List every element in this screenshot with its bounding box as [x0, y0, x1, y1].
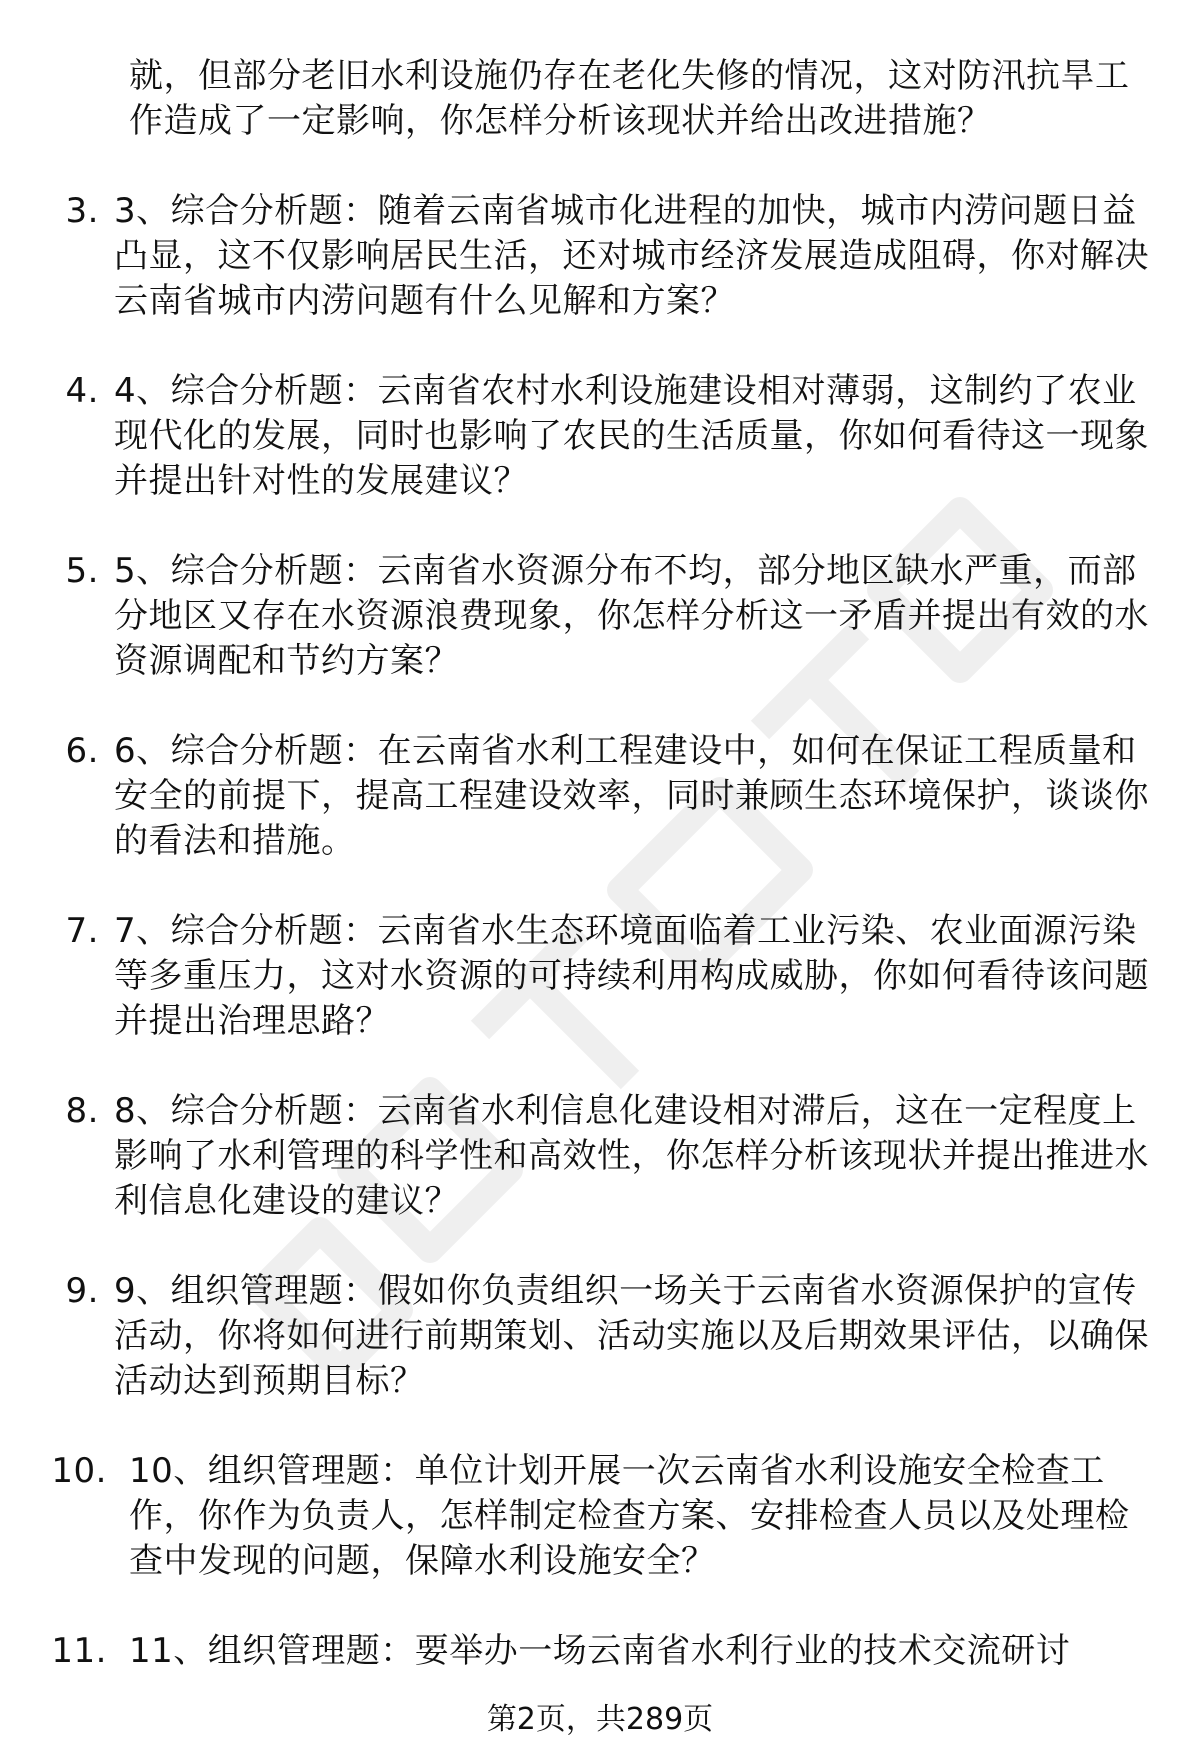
question-text: 9、组织管理题：假如你负责组织一场关于云南省水资源保护的宣传活动，你将如何进行前期策划、活动实施以及后期效果评估，以确保活动达到预期目标？ [114, 1271, 1149, 1401]
question-item [0, 1269, 1200, 1404]
question-text: 3、综合分析题：随着云南省城市化进程的加快，城市内涝问题日益凸显，这不仅影响居民生活，还对城市经济发展造成阻碍，你对解决云南省城市内涝问题有什么见解和方案？ [114, 191, 1149, 321]
question-number: 7. [65, 911, 99, 951]
question-item [0, 549, 1200, 684]
question-number: 11. [51, 1631, 107, 1671]
question-number: 4. [65, 371, 99, 411]
question-list [0, 189, 1200, 1674]
question-item [0, 1089, 1200, 1224]
question-number: 9. [65, 1271, 99, 1311]
question-text: 11、组织管理题：要举办一场云南省水利行业的技术交流研讨 [129, 1631, 1071, 1671]
question-item [0, 1449, 1200, 1584]
question-text: 4、综合分析题：云南省农村水利设施建设相对薄弱，这制约了农业现代化的发展，同时也影响了农民的生活质量，你如何看待这一现象并提出针对性的发展建议？ [114, 371, 1149, 501]
page-footer: 第2页，共289页 [486, 1702, 714, 1737]
question-number: 5. [65, 551, 99, 591]
question-item [0, 369, 1200, 504]
question-number: 6. [65, 731, 99, 771]
question-number: 3. [65, 191, 99, 231]
question-item [0, 729, 1200, 864]
question-number: 10. [51, 1451, 107, 1491]
question-text: 8、综合分析题：云南省水利信息化建设相对滞后，这在一定程度上影响了水利管理的科学性和高效性，你怎样分析该现状并提出推进水利信息化建设的建议？ [114, 1091, 1149, 1221]
document-body [0, 54, 1200, 1674]
question-number: 8. [65, 1091, 99, 1131]
continued-question-text: 就，但部分老旧水利设施仍存在老化失修的情况，这对防汛抗旱工作造成了一定影响，你怎样分析该现状并给出改进措施？ [129, 56, 1130, 141]
question-text: 6、综合分析题：在云南省水利工程建设中，如何在保证工程质量和安全的前提下，提高工程建设效率，同时兼顾生态环境保护，谈谈你的看法和措施。 [114, 731, 1149, 861]
question-item [0, 909, 1200, 1044]
question-text: 5、综合分析题：云南省水资源分布不均，部分地区缺水严重，而部分地区又存在水资源浪费现象，你怎样分析这一矛盾并提出有效的水资源调配和节约方案？ [114, 551, 1149, 681]
question-text: 10、组织管理题：单位计划开展一次云南省水利设施安全检查工作，你作为负责人，怎样制定检查方案、安排检查人员以及处理检查中发现的问题，保障水利设施安全？ [129, 1451, 1130, 1581]
question-item [0, 1629, 1200, 1674]
question-text: 7、综合分析题：云南省水生态环境面临着工业污染、农业面源污染等多重压力，这对水资源的可持续利用构成威胁，你如何看待该问题并提出治理思路？ [114, 911, 1149, 1041]
question-item [0, 189, 1200, 324]
